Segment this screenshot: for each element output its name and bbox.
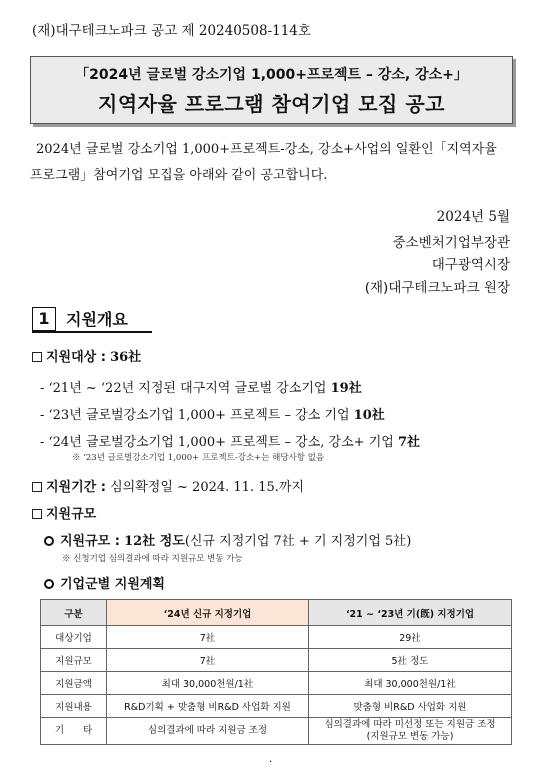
table-row <box>41 626 512 649</box>
table-header-cell: 구분 <box>41 600 107 626</box>
scale-sub-value: 12社 정도 <box>124 534 185 549</box>
notice-number: (재)대구테크노파크 공고 제 20240508-114호 <box>32 23 311 39</box>
target-item-count: 7社 <box>397 435 420 450</box>
section-number: 1 <box>32 307 56 331</box>
support-plan-table <box>40 599 512 745</box>
table-row <box>41 672 512 695</box>
section-title: 지원개요 <box>66 310 128 329</box>
period-line <box>32 476 304 495</box>
checkbox-square-icon <box>32 509 42 519</box>
target-item <box>40 377 362 396</box>
title-box <box>30 56 513 124</box>
target-item-text: - ‘23년 글로벌강소기업 1,000+ 프로젝트 – 강소 기업 <box>40 408 354 423</box>
table-cell: 7社 <box>107 626 309 649</box>
scale-detail-line <box>44 530 411 549</box>
scale-label: 지원규모 <box>46 507 97 522</box>
table-header-row <box>41 600 512 626</box>
table-row <box>41 695 512 718</box>
table-cell: 맞춤형 비R&D 사업화 지원 <box>309 695 512 718</box>
table-cell: 7社 <box>107 649 309 672</box>
target-item-text: - ‘21년 ~ ‘22년 지정된 대구지역 글로벌 강소기업 <box>40 381 331 396</box>
checkbox-square-icon <box>32 482 42 492</box>
scale-sub-label: 지원규모 : <box>60 534 120 549</box>
target-note: ※ ‘23년 글로벌강소기업 1,000+ 프로젝트-강소+는 해당사항 없음 <box>72 453 325 463</box>
target-item-text: - ‘24년 글로벌강소기업 1,000+ 프로젝트 – 강소, 강소+ 기업 <box>40 435 398 450</box>
table-row <box>41 718 512 745</box>
table-cell: 심의결과에 따라 지원금 조정 <box>107 718 309 745</box>
target-value: 36社 <box>110 350 142 365</box>
period-value: 심의확정일 ~ 2024. 11. 15.까지 <box>110 480 305 495</box>
table-header-cell: ‘24년 신규 지정기업 <box>107 600 309 626</box>
table-cell: 29社 <box>309 626 512 649</box>
plan-heading <box>44 573 165 592</box>
target-item-count: 10社 <box>353 408 385 423</box>
intro-paragraph: 2024년 글로벌 강소기업 1,000+프로젝트-강소, 강소+사업의 일환인「지역자율 프로그램」참여기업 모집을 아래와 같이 공고합니다. <box>30 142 497 183</box>
checkbox-square-icon <box>32 352 42 362</box>
signatory-technopark: (재)대구테크노파크 원장 <box>364 280 510 296</box>
circle-bullet-icon <box>44 536 54 546</box>
page-mark: · <box>269 757 273 768</box>
scale-sub-detail: (신규 지정기업 7社 + 기 지정기업 5社) <box>184 534 412 549</box>
target-label: 지원대상 : <box>46 350 106 365</box>
target-heading <box>32 346 141 365</box>
target-item <box>40 431 420 450</box>
section-underline <box>32 331 152 333</box>
table-cell: R&D기획 + 맞춤형 비R&D 사업화 지원 <box>107 695 309 718</box>
table-cell: 5社 정도 <box>309 649 512 672</box>
signatory-ministry: 중소벤처기업부장관 <box>392 235 510 251</box>
target-item-count: 19社 <box>330 381 362 396</box>
table-cell: 심의결과에 따라 미선정 또는 지원금 조정 (지원규모 변동 가능) <box>309 718 512 745</box>
signatory-city: 대구광역시장 <box>431 257 510 273</box>
table-cell: 최대 30,000천원/1社 <box>107 672 309 695</box>
scale-heading <box>32 503 96 522</box>
table-row-header: 지원규모 <box>41 649 107 672</box>
plan-label: 기업군별 지원계획 <box>60 577 165 592</box>
circle-bullet-icon <box>44 579 54 589</box>
title-line-1: 「2024년 글로벌 강소기업 1,000+프로젝트 – 강소, 강소+」 <box>75 67 468 83</box>
target-item <box>40 404 385 423</box>
announcement-date: 2024년 5월 <box>436 209 510 225</box>
table-row-header: 대상기업 <box>41 626 107 649</box>
page-title: 지역자율 프로그램 참여기업 모집 공고 <box>98 92 445 116</box>
table-row-header: 기 타 <box>41 718 107 745</box>
table-row-header: 지원금액 <box>41 672 107 695</box>
period-label: 지원기간 : <box>46 480 106 495</box>
scale-note: ※ 신청기업 심의결과에 따라 지원규모 변동 가능 <box>62 554 243 564</box>
table-header-cell: ‘21 ~ ‘23년 기(旣) 지정기업 <box>309 600 512 626</box>
table-cell: 최대 30,000천원/1社 <box>309 672 512 695</box>
table-row-header: 지원내용 <box>41 695 107 718</box>
table-row <box>41 649 512 672</box>
